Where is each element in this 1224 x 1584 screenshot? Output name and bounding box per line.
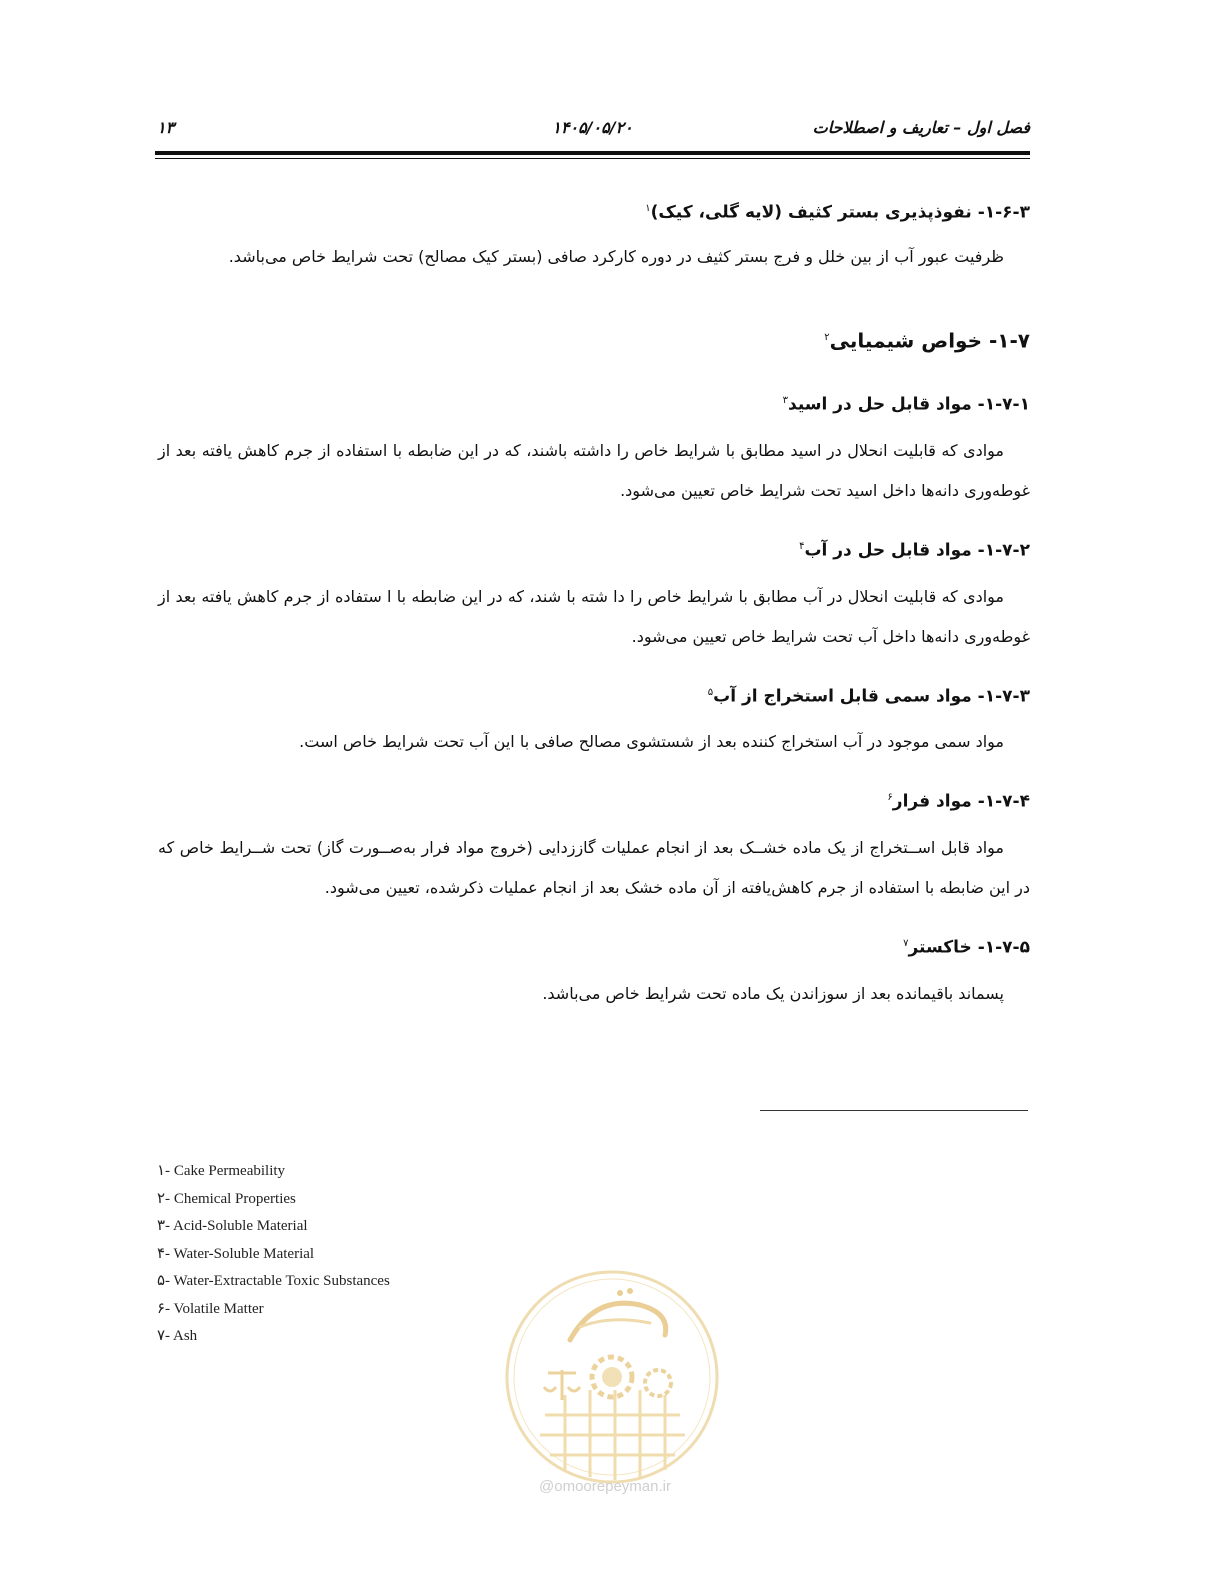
section-water-soluble — [158, 533, 1030, 657]
footnote-item: ۳- Acid-Soluble Material — [157, 1218, 308, 1234]
page-header — [155, 118, 1030, 146]
footnote-ref: ۱ — [645, 203, 651, 214]
section-heading: ۱-۷- خواص شیمیایی$^۲$ — [824, 328, 1030, 353]
section-toxic-substances — [158, 679, 1030, 763]
footnote-item: ۱- Cake Permeability — [157, 1163, 286, 1179]
footnotes — [157, 1158, 390, 1351]
footnote-ref: ۶ — [887, 792, 893, 804]
section-heading: ۱-۷-۳- مواد سمی قابل استخراج از آب$^۵$ — [707, 686, 1030, 707]
section-body: مواد قابل اســتخراج از یک ماده خشــک بعد از انجام عملیات گاززدایی (خروج مواد فرار به‌صــورت گاز) تحت شــرایط خاص که در این ضابطه با استفاده از جرم کاهش‌یافته از آن ماده خشک بعد از انجام عملیات ذکرشده، تعیین می‌شود. — [158, 837, 1030, 897]
footnote-item: ۵- Water-Extractable Toxic Substances — [157, 1273, 390, 1289]
section-chemical-properties — [158, 323, 1030, 356]
section-body: مواد سمی موجود در آب استخراج کننده بعد از شستشوی مصالح صافی با این آب تحت شرایط خاص است. — [299, 732, 1004, 752]
footnote-item: ۲- Chemical Properties — [157, 1190, 296, 1207]
footnote-ref: ۲ — [824, 331, 830, 343]
footnote-ref: ۷ — [903, 937, 909, 949]
section-heading: ۱-۷-۴- مواد فرار$^۶$ — [887, 791, 1030, 812]
footnote-item: ۴- Water-Soluble Material — [157, 1245, 315, 1262]
section-heading: ۱-۷-۱- مواد قابل حل در اسید$^۳$ — [782, 394, 1030, 415]
section-heading: ۱-۷-۲- مواد قابل حل در آب$^۴$ — [799, 540, 1030, 561]
footnote-ref: ۳ — [782, 395, 789, 407]
section-volatile-matter — [158, 784, 1030, 908]
header-date: ۱۴۰۵/۰۵/۲۰ — [552, 118, 633, 137]
page-number: ۱۳ — [157, 118, 175, 137]
footnote-item: ۷- Ash — [157, 1328, 198, 1344]
section-ash — [158, 930, 1030, 1014]
section-acid-soluble — [158, 387, 1030, 511]
section-body: موادی که قابلیت انحلال در آب مطابق با شرایط خاص را دا شته با شند، که در این ضابطه با ا ستفاده از جرم کاهش یافته بعد از غوطه‌وری دانه‌ها داخل آب تحت شرایط خاص تعیین می‌شود. — [158, 586, 1030, 646]
footnote-ref: ۵ — [707, 686, 714, 698]
section-heading: ۱-۶-۳- نفوذپذیری بستر کثیف (لایه گلی، کیک)$^۱$ — [645, 202, 1030, 223]
footnote-ref: ۴ — [799, 540, 805, 552]
page-content — [158, 195, 1030, 1014]
chapter-title: فصل اول – تعاریف و اصطلاحات — [812, 118, 1030, 137]
section-body: پسماند باقیمانده بعد از سوزاندن یک ماده تحت شرایط خاص می‌باشد. — [542, 983, 1004, 1003]
watermark-site: @omoorepeyman.ir — [539, 1478, 671, 1495]
section-body: ظرفیت عبور آب از بین خلل و فرج بستر کثیف در دوره کارکرد صافی (بستر کیک مصالح) تحت شرایط خاص می‌باشد. — [228, 246, 1004, 266]
header-rule-thin — [155, 158, 1030, 159]
footnote-item: ۶- Volatile Matter — [157, 1300, 264, 1317]
section-body: موادی که قابلیت انحلال در اسید مطابق با شرایط خاص را داشته باشند، که در این ضابطه با استفاده از جرم کاهش یافته بعد از غوطه‌وری دانه‌ها داخل اسید تحت شرایط خاص تعیین می‌شود. — [158, 440, 1030, 500]
section-heading: ۱-۷-۵- خاکستر$^۷$ — [903, 937, 1030, 958]
footnote-separator — [760, 1110, 1028, 1111]
header-rule-thick — [155, 151, 1030, 155]
section-cake-permeability — [158, 195, 1030, 277]
watermark-logo — [500, 1265, 725, 1490]
